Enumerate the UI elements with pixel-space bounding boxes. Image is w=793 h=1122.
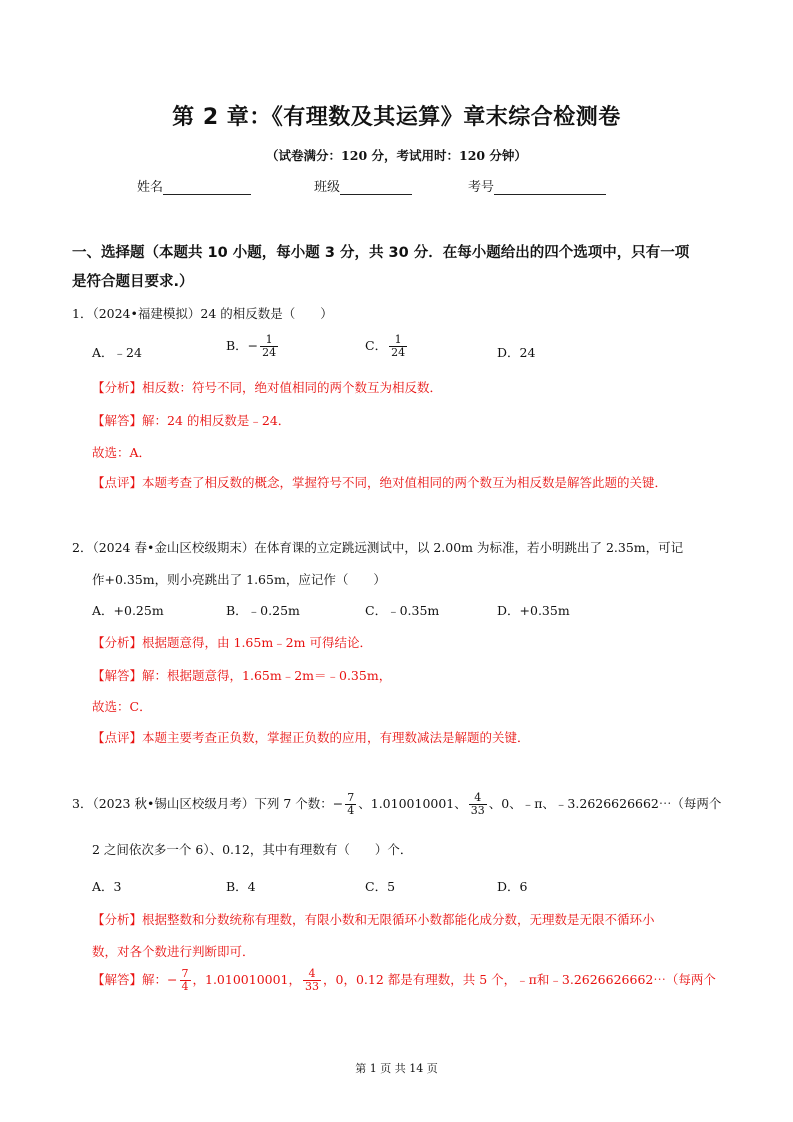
q3-option-c[interactable]: C．5 (365, 879, 396, 894)
q1-answer (92, 411, 290, 429)
q1-analysis (92, 378, 442, 396)
q2-stem-line2: 作+0.35m，则小亮跳出了 1.65m，应记作（ ） (92, 572, 386, 587)
name-field[interactable] (137, 176, 251, 195)
page-number: 第 1 页 共 14 页 (355, 1062, 438, 1075)
q1-stem: 1．（2024•福建模拟）24 的相反数是（ ） (72, 306, 333, 321)
q3-stem-part: 、1.010010001、 (358, 796, 467, 811)
class-label: 班级 (314, 180, 341, 195)
id-label: 考号 (468, 180, 495, 195)
q3-option-a[interactable]: A．3 (92, 879, 122, 894)
q2-analysis (92, 633, 372, 651)
answer-fraction-7-4 (180, 968, 191, 993)
answer-part: ，1.010010001， (192, 972, 302, 987)
analysis-tag: 【分析】 (92, 380, 143, 395)
page-title: 第 2 章：《有理数及其运算》章末综合检测卷 (172, 105, 621, 130)
analysis-text: 根据题意得，由 1.65m﹣2m 可得结论． (142, 635, 372, 650)
comment-tag: 【点评】 (92, 475, 143, 490)
answer-fraction-4-33 (303, 968, 321, 993)
q3-stem-line1 (72, 792, 721, 817)
fraction-denominator: 24 (391, 346, 406, 359)
id-field[interactable] (468, 176, 606, 195)
q2-option-d[interactable]: D．+0.35m (497, 603, 570, 618)
q1-option-c[interactable] (365, 334, 409, 359)
name-label: 姓名 (137, 180, 164, 195)
section-heading-line2: 是符合题目要求.） (72, 274, 194, 290)
q2-stem-line1: 2．（2024 春•金山区校级期末）在体育课的立定跳远测试中，以 2.00m 为标准，若小明跳出了 2.35m，可记 (72, 540, 684, 555)
q1-option-c-fraction (389, 334, 407, 359)
q3-analysis-line2: 数，对各个数进行判断即可． (92, 944, 255, 959)
q1-option-d[interactable]: D．24 (497, 345, 536, 360)
exam-meta: （试卷满分：120 分，考试用时：120 分钟） (266, 148, 527, 163)
answer-text: 解：根据题意得，1.65m﹣2m＝﹣0.35m， (142, 668, 392, 683)
q1-option-b-fraction (260, 334, 278, 359)
comment-tag: 【点评】 (92, 730, 143, 745)
fraction-numerator: 7 (181, 967, 189, 980)
q1-option-b[interactable] (226, 334, 280, 359)
fraction-numerator: 4 (469, 792, 487, 805)
q3-option-b[interactable]: B．4 (226, 879, 256, 894)
fraction-numerator: 1 (389, 334, 407, 347)
q1-option-b-prefix: B．− (226, 338, 259, 353)
q2-option-c[interactable]: C．﹣0.35m (365, 603, 440, 618)
comment-text: 本题考查了相反数的概念，掌握符号不同，绝对值相同的两个数互为相反数是解答此题的关键． (142, 475, 668, 490)
answer-tag: 【解答】 (92, 413, 143, 428)
q2-option-b[interactable]: B．﹣0.25m (226, 603, 300, 618)
analysis-tag: 【分析】 (92, 635, 143, 650)
section-heading-line1: 一、选择题（本题共 10 小题，每小题 3 分，共 30 分．在每小题给出的四个选项中，只有一项 (72, 245, 690, 261)
name-blank[interactable] (163, 180, 251, 195)
q2-option-a[interactable]: A．+0.25m (92, 603, 164, 618)
fraction-denominator: 4 (347, 804, 355, 817)
answer-tag: 【解答】 (92, 668, 143, 683)
class-field[interactable] (314, 176, 412, 195)
fraction-denominator: 4 (181, 980, 189, 993)
q3-analysis-line1 (92, 910, 655, 928)
fraction-numerator: 1 (260, 334, 278, 347)
q1-option-a[interactable]: A．﹣24 (92, 345, 142, 360)
q3-answer (92, 968, 716, 993)
comment-text: 本题主要考查正负数，掌握正负数的应用，有理数减法是解题的关键． (142, 730, 530, 745)
fraction-numerator: 7 (347, 791, 355, 804)
q2-answer (92, 666, 391, 684)
class-blank[interactable] (340, 180, 412, 195)
fraction-denominator: 24 (262, 346, 277, 359)
analysis-text: 相反数：符号不同，绝对值相同的两个数互为相反数． (142, 380, 443, 395)
q1-comment (92, 473, 667, 491)
q3-option-d[interactable]: D．6 (497, 879, 528, 894)
q3-stem-part: 3．（2023 秋•锡山区校级月考）下列 7 个数：− (72, 796, 344, 811)
answer-part: ，0，0.12 都是有理数，共 5 个，﹣π和﹣3.2626626662⋯（每两个 (323, 972, 716, 987)
answer-part: 解：− (142, 972, 178, 987)
q1-option-c-prefix: C． (365, 338, 388, 353)
q3-fraction-4-33 (469, 792, 487, 817)
id-blank[interactable] (494, 180, 606, 195)
fraction-numerator: 4 (303, 968, 321, 981)
q3-fraction-7-4 (345, 792, 356, 817)
answer-text: 解：24 的相反数是﹣24． (142, 413, 291, 428)
fraction-denominator: 33 (305, 980, 320, 993)
q1-choice: 故选：A． (92, 445, 152, 460)
fraction-denominator: 33 (470, 804, 485, 817)
analysis-text: 根据整数和分数统称有理数，有限小数和无限循环小数都能化成分数，无理数是无限不循环小 (142, 912, 655, 927)
q3-stem-line2: 2 之间依次多一个 6）、0.12，其中有理数有（ ）个． (92, 842, 413, 857)
answer-tag: 【解答】 (92, 972, 143, 987)
q3-stem-part: 、0、﹣π、﹣3.2626626662⋯（每两个 (488, 796, 722, 811)
q2-choice: 故选：C． (92, 699, 152, 714)
analysis-tag: 【分析】 (92, 912, 143, 927)
q2-comment (92, 728, 530, 746)
